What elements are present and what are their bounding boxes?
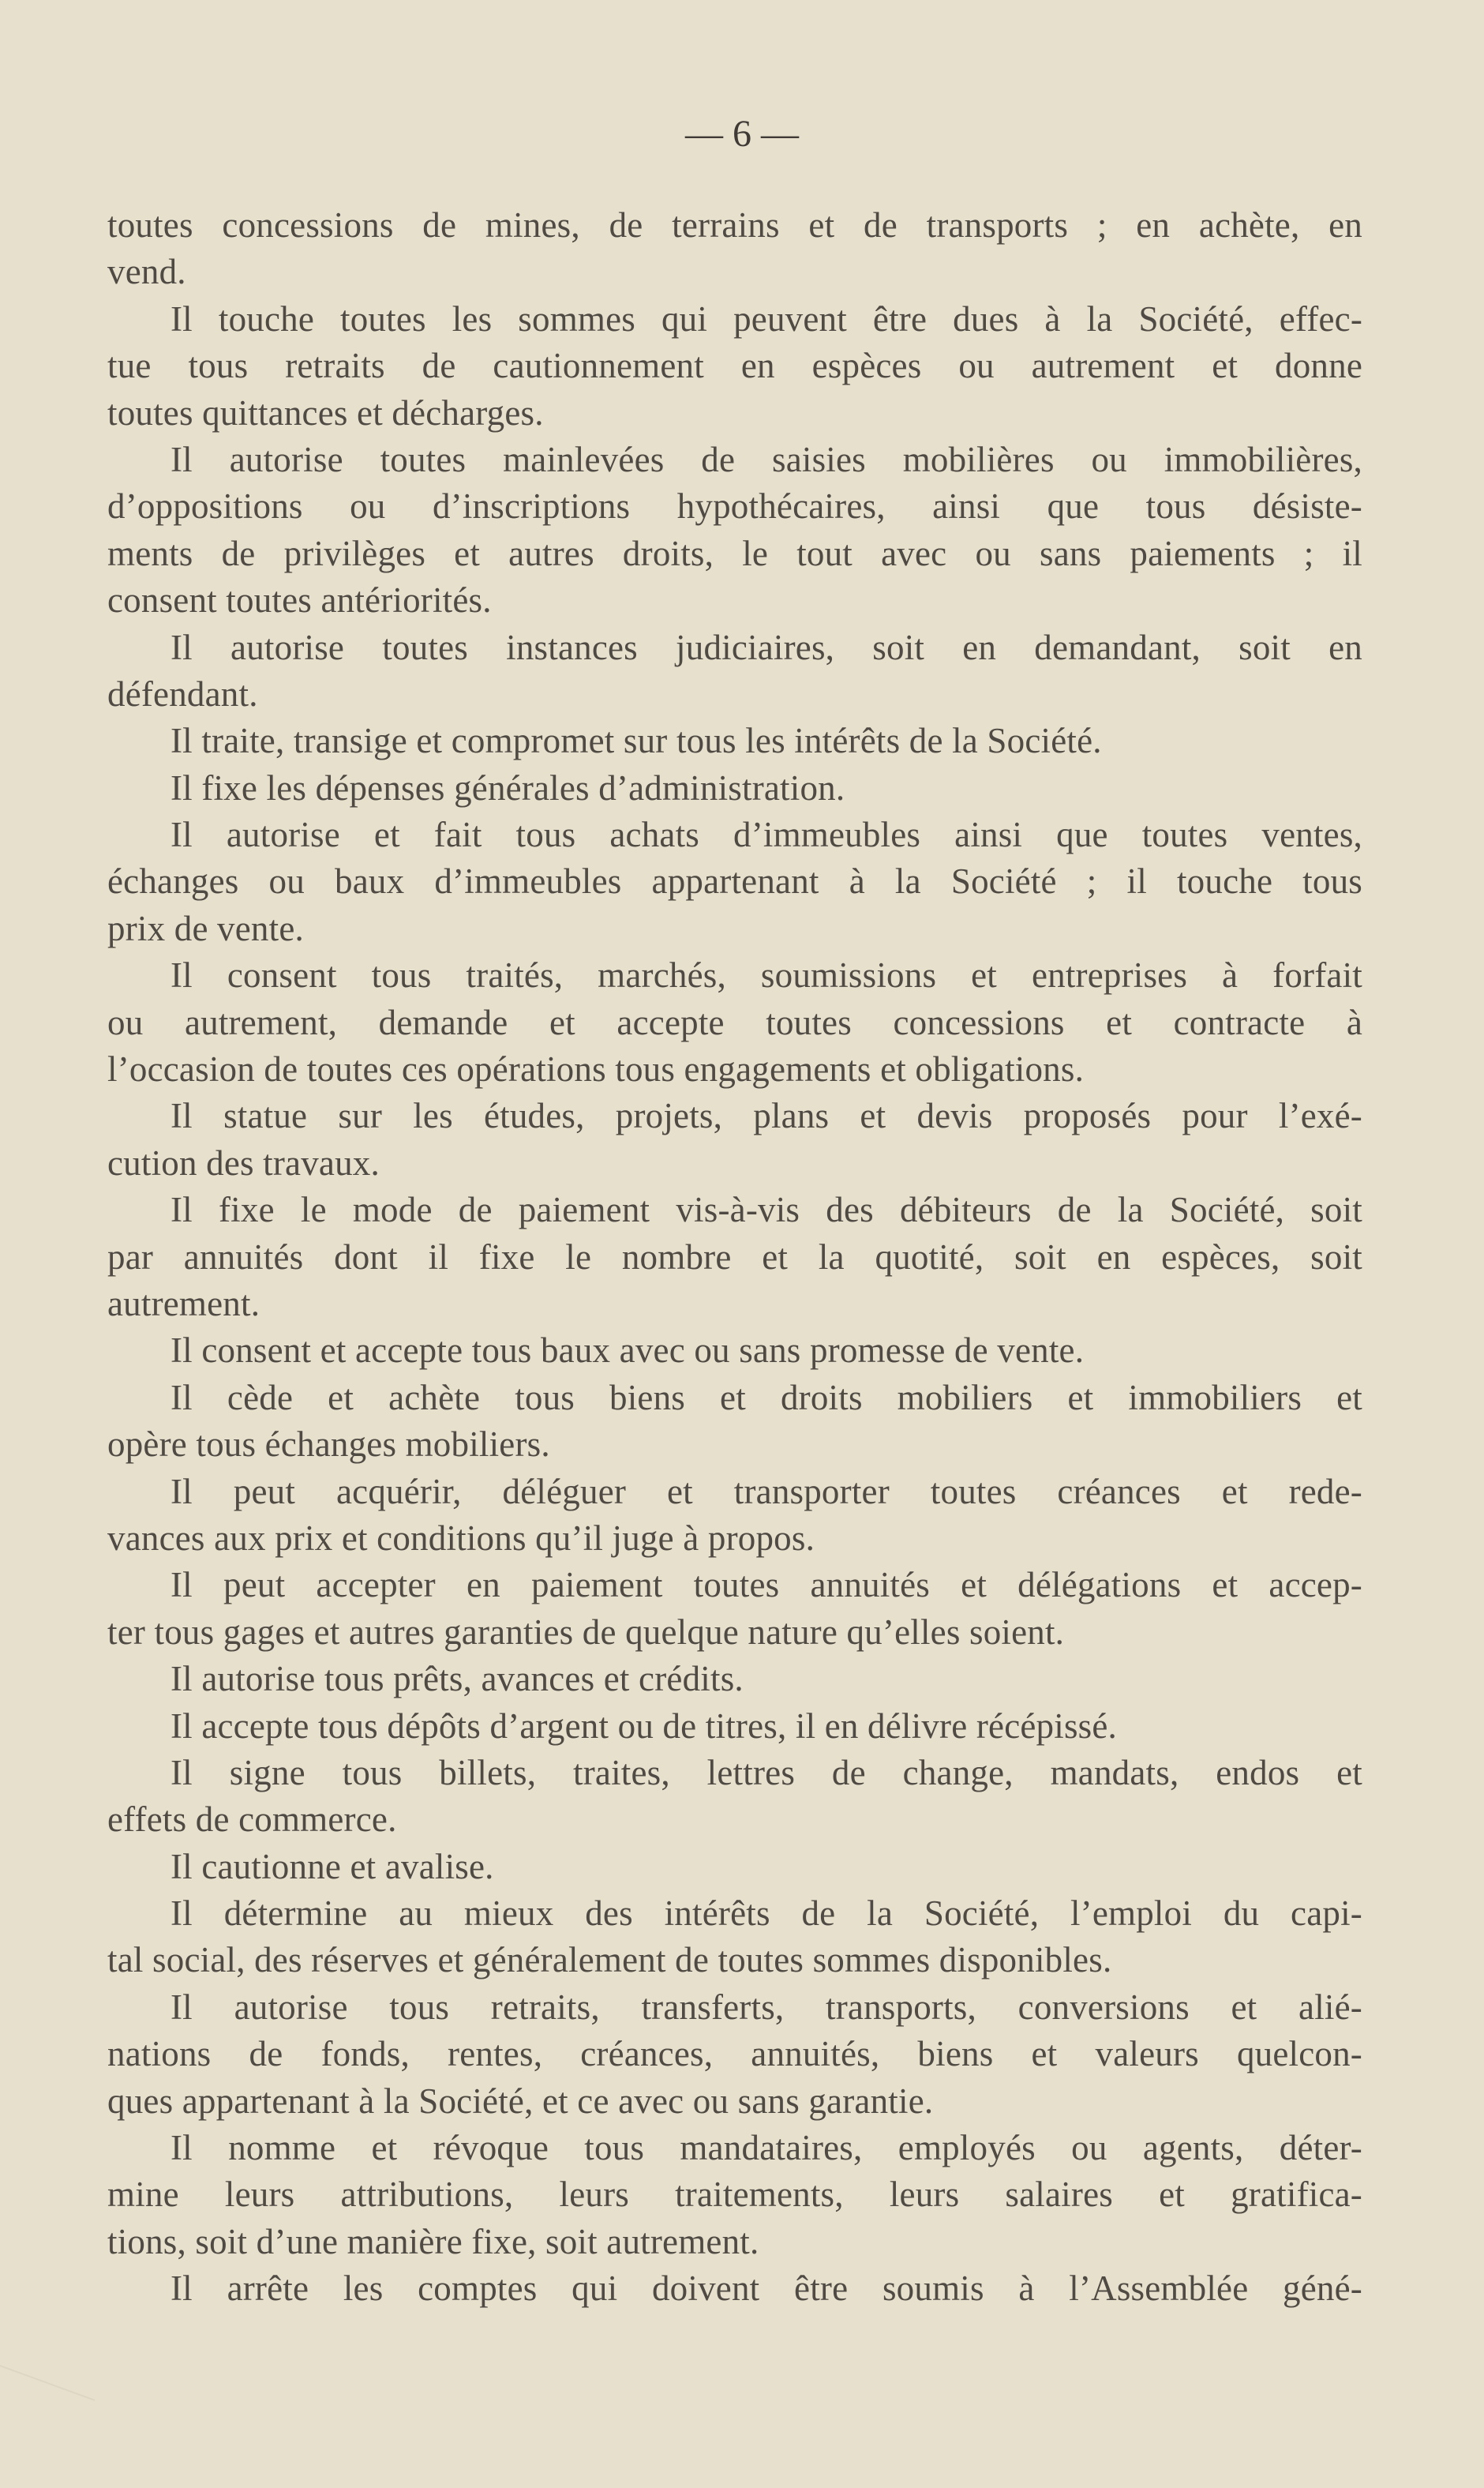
text-line: effets de commerce. — [107, 1799, 397, 1840]
paragraph — [107, 1890, 1362, 1984]
text-line: Il statue sur les études, projets, plans et devis proposés pour l’exé- — [171, 1096, 1362, 1136]
text-line: mine leurs attributions, leurs traitements, leurs salaires et gratifica- — [107, 2175, 1362, 2215]
text-line: Il autorise et fait tous achats d’immeubles ainsi que toutes ventes, — [171, 815, 1362, 855]
text-line: par annuités dont il fixe le nombre et la quotité, soit en espèces, soit — [107, 1236, 1362, 1277]
paragraph — [107, 812, 1362, 952]
text-line: Il signe tous billets, traites, lettres de change, mandats, endos et — [171, 1752, 1362, 1792]
text-line: ter tous gages et autres garanties de quelque nature qu’elles soient. — [107, 1612, 1065, 1652]
paragraph — [107, 1375, 1362, 1469]
text-line: cution des travaux. — [107, 1143, 380, 1183]
paragraph — [107, 1984, 1362, 2125]
text-line: Il autorise tous prêts, avances et crédits. — [171, 1659, 744, 1699]
text-line: Il traite, transige et compromet sur tous les intérêts de la Société. — [171, 721, 1102, 761]
paragraph — [107, 1750, 1362, 1844]
paragraph — [107, 1703, 1362, 1750]
text-line: Il peut acquérir, déléguer et transporter toutes créances et rede- — [171, 1471, 1362, 1511]
text-line: Il autorise toutes mainlevées de saisies mobilières ou immobilières, — [171, 439, 1362, 479]
text-line: vances aux prix et conditions qu’il juge à propos. — [107, 1518, 815, 1558]
paragraph — [107, 1656, 1362, 1702]
text-line: Il autorise toutes instances judiciaires, soit en demandant, soit en — [171, 627, 1362, 667]
text-line: autrement. — [107, 1283, 260, 1323]
text-line: Il peut accepter en paiement toutes annuités et délégations et accep- — [171, 1565, 1362, 1605]
text-line: Il cautionne et avalise. — [171, 1846, 494, 1886]
text-line: Il autorise tous retraits, transferts, transports, conversions et alié- — [171, 1987, 1362, 2027]
text-line: Il détermine au mieux des intérêts de la Société, l’emploi du capi- — [171, 1893, 1362, 1934]
text-line: l’occasion de toutes ces opérations tous engagements et obligations. — [107, 1049, 1085, 1090]
text-line: nations de fonds, rentes, créances, annuités, biens et valeurs quelcon- — [107, 2034, 1362, 2074]
paragraph — [107, 1469, 1362, 1563]
paragraph — [107, 296, 1362, 437]
text-line: Il consent et accepte tous baux avec ou sans promesse de vente. — [171, 1330, 1085, 1371]
text-line: tue tous retraits de cautionnement en espèces ou autrement et donne — [107, 346, 1362, 386]
text-line: tal social, des réserves et généralement de toutes sommes disponibles. — [107, 1940, 1112, 1980]
page-number: — 6 — — [685, 113, 799, 155]
text-line: ou autrement, demande et accepte toutes concessions et contracte à — [107, 1002, 1362, 1042]
paragraph — [107, 1327, 1362, 1374]
paragraph — [107, 765, 1362, 812]
page-corner-mark — [0, 2365, 95, 2488]
text-line: toutes quittances et décharges. — [107, 392, 544, 433]
paragraph — [107, 437, 1362, 625]
text-line: Il accepte tous dépôts d’argent ou de titres, il en délivre récépissé. — [171, 1706, 1117, 1746]
paragraph — [107, 1562, 1362, 1656]
text-line: Il nomme et révoque tous mandataires, employés ou agents, déter- — [171, 2128, 1362, 2168]
paragraph — [107, 625, 1362, 719]
text-line: opère tous échanges mobiliers. — [107, 1424, 550, 1465]
paragraph — [107, 718, 1362, 764]
text-line: d’oppositions ou d’inscriptions hypothécaires, ainsi que tous désiste- — [107, 486, 1362, 527]
body-text — [107, 202, 1362, 2313]
text-line: tions, soit d’une manière fixe, soit autrement. — [107, 2221, 759, 2261]
paragraph — [107, 2265, 1362, 2312]
paragraph — [107, 1187, 1362, 1327]
paragraph — [107, 1093, 1362, 1187]
paragraph — [107, 202, 1362, 296]
paragraph — [107, 2125, 1362, 2265]
text-line: Il consent tous traités, marchés, soumissions et entreprises à forfait — [171, 955, 1362, 996]
text-line: Il arrête les comptes qui doivent être soumis à l’Assemblée géné- — [171, 2268, 1362, 2309]
text-line: Il fixe les dépenses générales d’administration. — [171, 767, 845, 808]
text-line: prix de vente. — [107, 908, 304, 948]
text-line: Il touche toutes les sommes qui peuvent être dues à la Société, effec- — [171, 298, 1362, 339]
text-line: vend. — [107, 252, 186, 292]
text-line: ments de privilèges et autres droits, le tout avec ou sans paiements ; il — [107, 533, 1362, 573]
text-line: Il cède et achète tous biens et droits mobiliers et immobiliers et — [171, 1377, 1362, 1417]
text-line: échanges ou baux d’immeubles appartenant à la Société ; il touche tous — [107, 861, 1362, 902]
paragraph — [107, 1844, 1362, 1890]
text-line: toutes concessions de mines, de terrains et de transports ; en achète, en — [107, 205, 1362, 245]
paragraph — [107, 952, 1362, 1093]
text-line: consent toutes antériorités. — [107, 580, 492, 621]
text-line: défendant. — [107, 674, 258, 714]
text-line: ques appartenant à la Société, et ce avec ou sans garantie. — [107, 2081, 934, 2121]
text-line: Il fixe le mode de paiement vis-à-vis des débiteurs de la Société, soit — [171, 1190, 1362, 1230]
